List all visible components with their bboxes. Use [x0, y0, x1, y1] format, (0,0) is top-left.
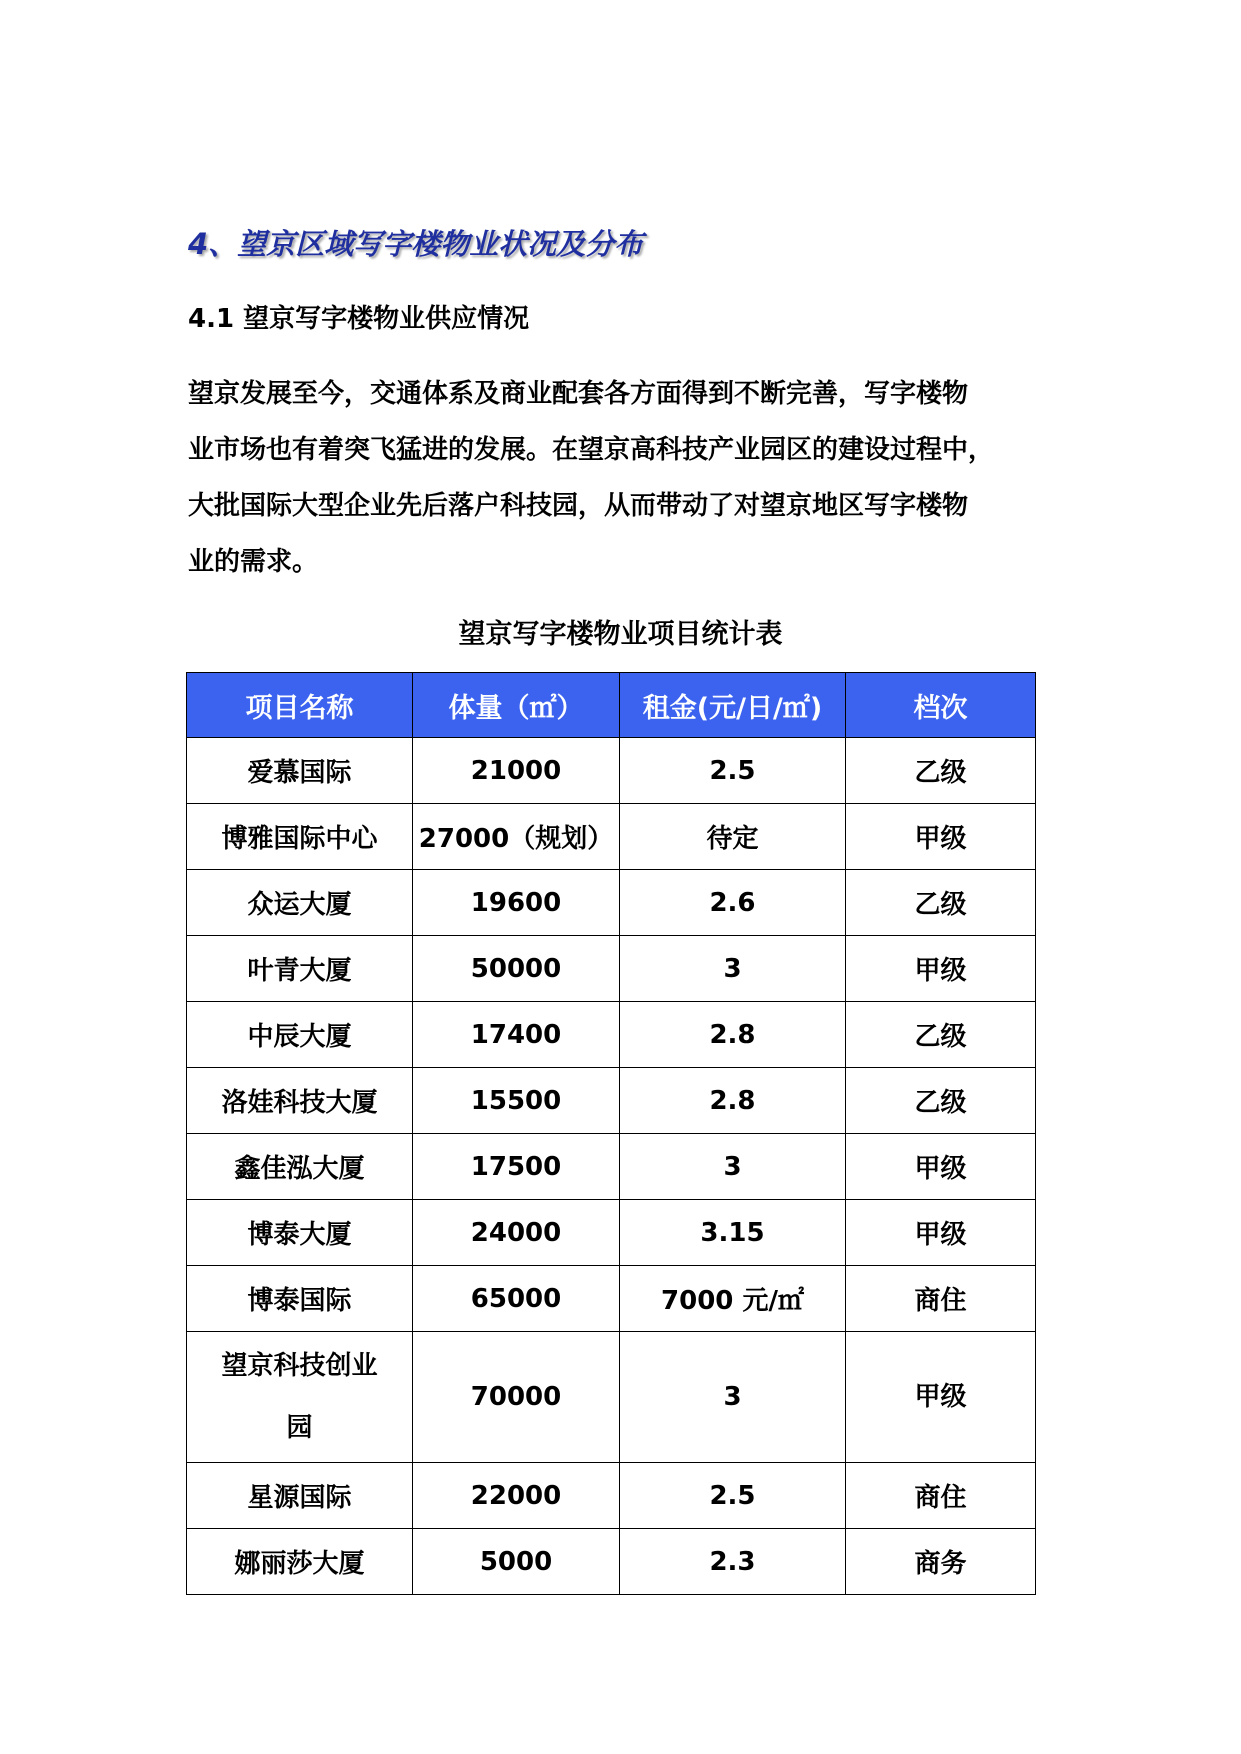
cell-volume: 24000: [413, 1200, 620, 1266]
header-rent: 租金(元/日/㎡): [620, 673, 846, 738]
cell-volume: 65000: [413, 1266, 620, 1332]
cell-grade: 商住: [846, 1266, 1036, 1332]
cell-project-name: 博泰国际: [187, 1266, 413, 1332]
cell-volume: 70000: [413, 1332, 620, 1463]
table-row: [187, 1134, 1036, 1200]
table-row: [187, 738, 1036, 804]
cell-volume: 17400: [413, 1002, 620, 1068]
cell-grade: 乙级: [846, 1002, 1036, 1068]
cell-grade: 乙级: [846, 1068, 1036, 1134]
cell-project-name: 博泰大厦: [187, 1200, 413, 1266]
cell-rent: 2.5: [620, 1463, 846, 1529]
cell-grade: 商住: [846, 1463, 1036, 1529]
table-row: [187, 1068, 1036, 1134]
header-volume: 体量（㎡）: [413, 673, 620, 738]
table-row: [187, 804, 1036, 870]
cell-project-name: 叶青大厦: [187, 936, 413, 1002]
cell-rent: 3: [620, 936, 846, 1002]
table-row: [187, 1200, 1036, 1266]
cell-rent: 3: [620, 1134, 846, 1200]
paragraph-line: 业市场也有着突飞猛进的发展。在望京高科技产业园区的建设过程中，: [188, 435, 995, 465]
header-project-name: 项目名称: [187, 673, 413, 738]
cell-project-name: 洛娃科技大厦: [187, 1068, 413, 1134]
cell-rent: 3: [620, 1332, 846, 1463]
cell-rent: 2.3: [620, 1529, 846, 1595]
cell-volume: 15500: [413, 1068, 620, 1134]
table-row: [187, 1266, 1036, 1332]
cell-rent: 2.8: [620, 1068, 846, 1134]
cell-volume: 22000: [413, 1463, 620, 1529]
cell-rent: 3.15: [620, 1200, 846, 1266]
cell-grade: 甲级: [846, 804, 1036, 870]
cell-rent: 2.5: [620, 738, 846, 804]
table-header-row: [187, 673, 1036, 738]
cell-volume: 27000（规划）: [413, 804, 620, 870]
property-table: [186, 672, 1036, 1595]
section-heading: 4、望京区域写字楼物业状况及分布: [188, 227, 644, 261]
cell-project-name: 星源国际: [187, 1463, 413, 1529]
cell-project-name: 众运大厦: [187, 870, 413, 936]
cell-rent: 7000 元/㎡: [620, 1266, 846, 1332]
cell-project-name: 中辰大厦: [187, 1002, 413, 1068]
table-row: [187, 936, 1036, 1002]
cell-rent: 待定: [620, 804, 846, 870]
cell-volume: 21000: [413, 738, 620, 804]
cell-volume: 5000: [413, 1529, 620, 1595]
cell-rent: 2.6: [620, 870, 846, 936]
cell-grade: 甲级: [846, 1134, 1036, 1200]
table-caption: 望京写字楼物业项目统计表: [458, 619, 783, 650]
cell-grade: 甲级: [846, 1200, 1036, 1266]
table-row: [187, 1002, 1036, 1068]
cell-grade: 甲级: [846, 1332, 1036, 1463]
table-row: [187, 870, 1036, 936]
cell-project-name: 爱慕国际: [187, 738, 413, 804]
table-row: [187, 1332, 1036, 1463]
cell-grade: 乙级: [846, 870, 1036, 936]
paragraph-line: 望京发展至今，交通体系及商业配套各方面得到不断完善，写字楼物: [188, 379, 969, 409]
cell-volume: 19600: [413, 870, 620, 936]
cell-project-name: 鑫佳泓大厦: [187, 1134, 413, 1200]
table-row: [187, 1463, 1036, 1529]
cell-volume: 50000: [413, 936, 620, 1002]
cell-grade: 乙级: [846, 738, 1036, 804]
paragraph-line: 大批国际大型企业先后落户科技园，从而带动了对望京地区写字楼物: [188, 491, 969, 521]
cell-volume: 17500: [413, 1134, 620, 1200]
body-paragraph: [188, 366, 1078, 590]
paragraph-line: 业的需求。: [188, 547, 319, 577]
wrapped-project-name: 望京科技创业园: [221, 1351, 378, 1443]
header-grade: 档次: [846, 673, 1036, 738]
cell-project-name: 娜丽莎大厦: [187, 1529, 413, 1595]
cell-project-name: 博雅国际中心: [187, 804, 413, 870]
cell-rent: 2.8: [620, 1002, 846, 1068]
cell-project-name: [187, 1332, 413, 1463]
table-row: [187, 1529, 1036, 1595]
subsection-heading: 4.1 望京写字楼物业供应情况: [188, 304, 530, 334]
cell-grade: 甲级: [846, 936, 1036, 1002]
cell-grade: 商务: [846, 1529, 1036, 1595]
